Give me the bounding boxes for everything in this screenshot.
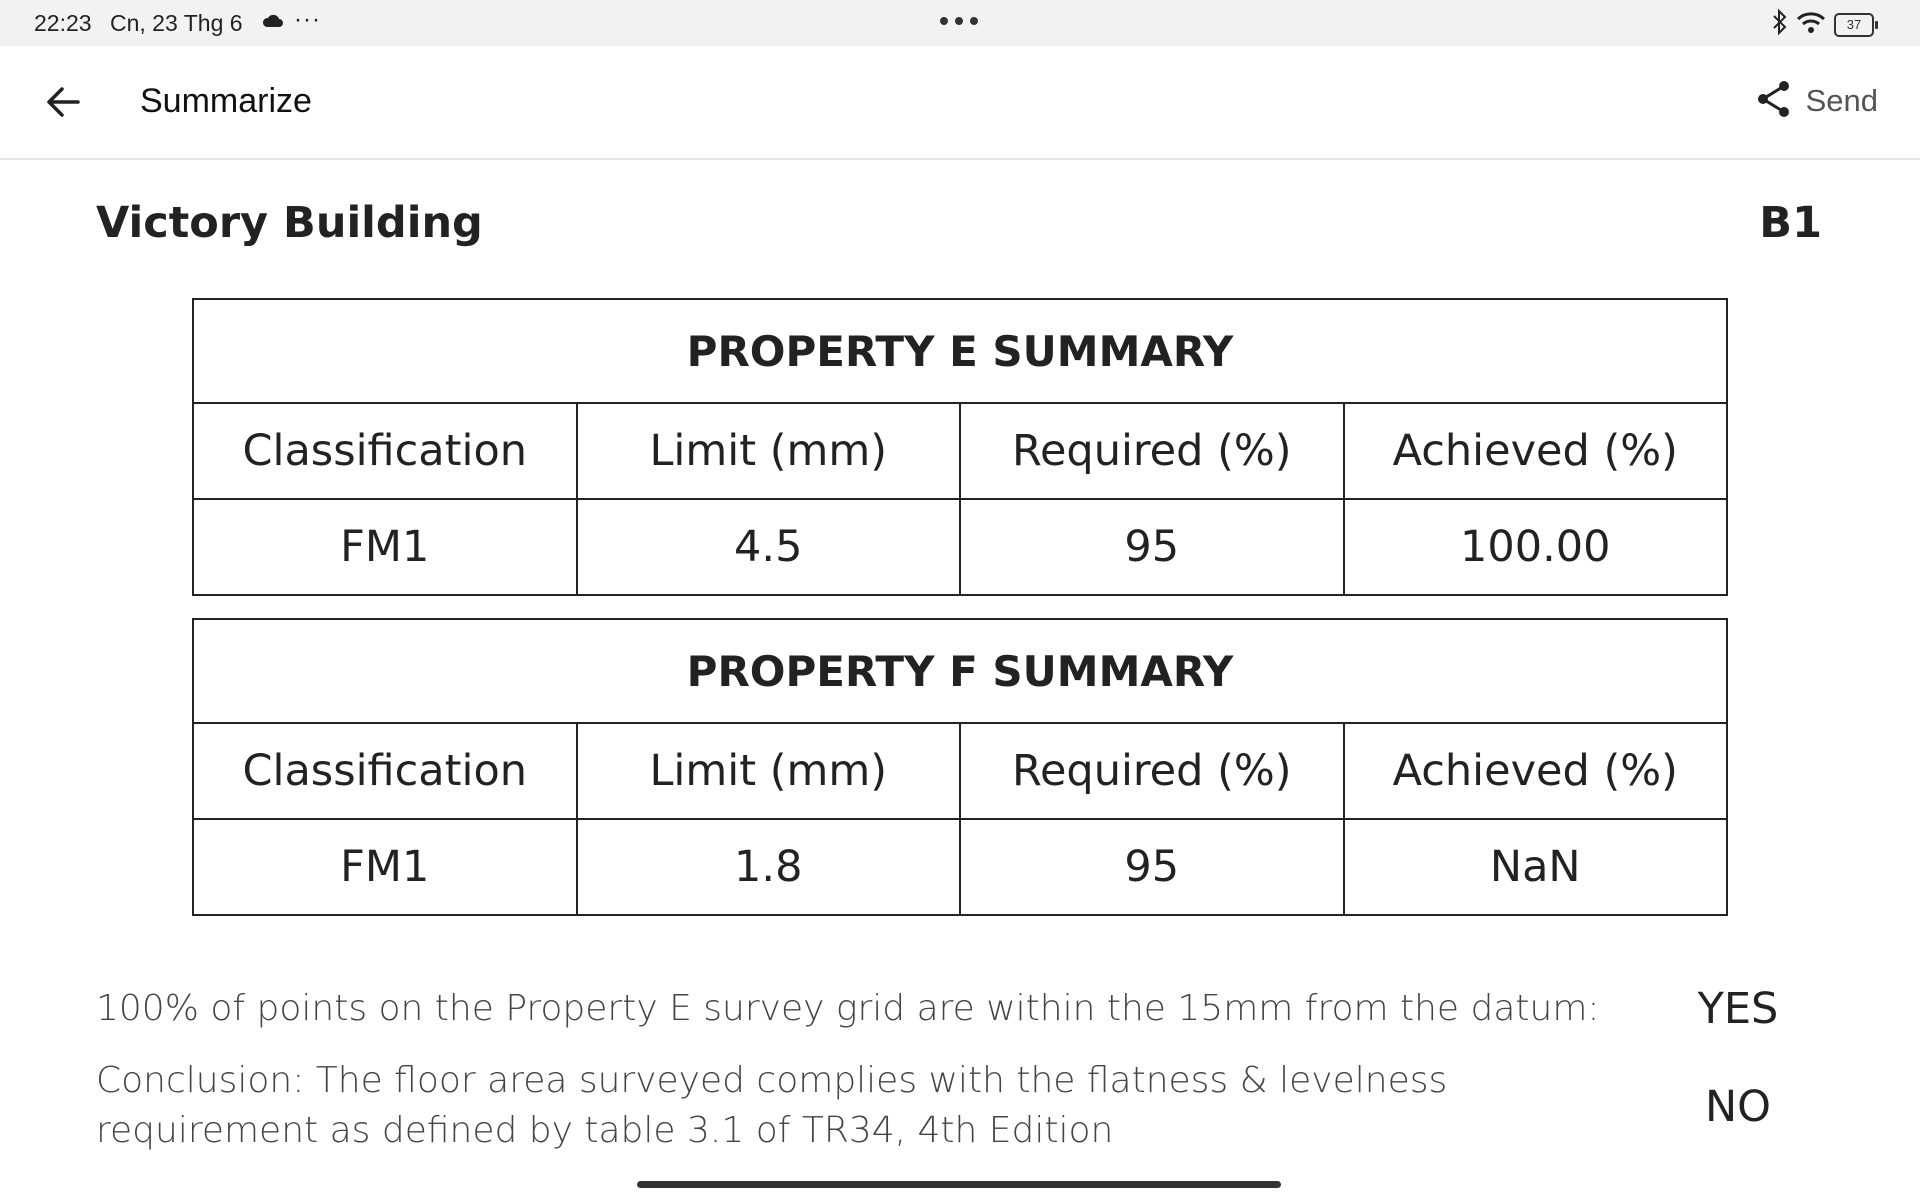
send-button[interactable] (1756, 76, 1878, 126)
status-bar (0, 0, 1920, 46)
table-cell: 95 (960, 499, 1344, 595)
column-header: Limit (mm) (577, 403, 961, 499)
table-title: PROPERTY E SUMMARY (193, 299, 1727, 403)
page-title: Summarize (140, 82, 312, 120)
column-header: Required (%) (960, 723, 1344, 819)
building-name: Victory Building (96, 198, 483, 248)
bluetooth-icon (1772, 9, 1788, 40)
grid-statement: 100% of points on the Property E survey grid are within the 15mm from the datum: (96, 988, 1600, 1029)
table-cell: NaN (1344, 819, 1728, 915)
wifi-icon (1796, 10, 1826, 39)
table-cell: 1.8 (577, 819, 961, 915)
status-time: 22:23 (34, 10, 92, 36)
table-cell: FM1 (193, 499, 577, 595)
home-indicator[interactable] (637, 1181, 1281, 1188)
conclusion-answer: NO (1704, 1082, 1771, 1132)
grid-statement-answer: YES (1697, 984, 1779, 1034)
table-header-row (193, 723, 1727, 819)
conclusion-statement: Conclusion: The floor area surveyed complies with the flatness & levelness requirement as defined by table 3.1 of TR34, 4th Edition (96, 1060, 1448, 1151)
column-header: Limit (mm) (577, 723, 961, 819)
property-e-summary-table (192, 298, 1728, 596)
app-bar (0, 46, 1920, 160)
table-row (193, 819, 1727, 915)
table-title-row (193, 299, 1727, 403)
building-code: B1 (1759, 198, 1822, 248)
column-header: Classification (193, 723, 577, 819)
battery-icon: 37 (1834, 13, 1874, 37)
property-f-summary-table (192, 618, 1728, 916)
more-options-icon[interactable] (938, 13, 980, 34)
table-cell: FM1 (193, 819, 577, 915)
send-label: Send (1805, 83, 1878, 118)
back-button[interactable] (42, 80, 86, 124)
arrow-left-icon (42, 109, 86, 128)
table-header-row (193, 403, 1727, 499)
table-cell: 100.00 (1344, 499, 1728, 595)
share-icon (1756, 79, 1792, 123)
cloud-icon (262, 13, 284, 34)
table-title: PROPERTY F SUMMARY (193, 619, 1727, 723)
column-header: Achieved (%) (1344, 723, 1728, 819)
column-header: Required (%) (960, 403, 1344, 499)
table-cell: 95 (960, 819, 1344, 915)
table-cell: 4.5 (577, 499, 961, 595)
status-date: Cn, 23 Thg 6 (110, 10, 243, 36)
table-title-row (193, 619, 1727, 723)
column-header: Classification (193, 403, 577, 499)
table-row (193, 499, 1727, 595)
column-header: Achieved (%) (1344, 403, 1728, 499)
status-more-indicator: ··· (294, 6, 321, 33)
status-icons (1772, 9, 1874, 40)
